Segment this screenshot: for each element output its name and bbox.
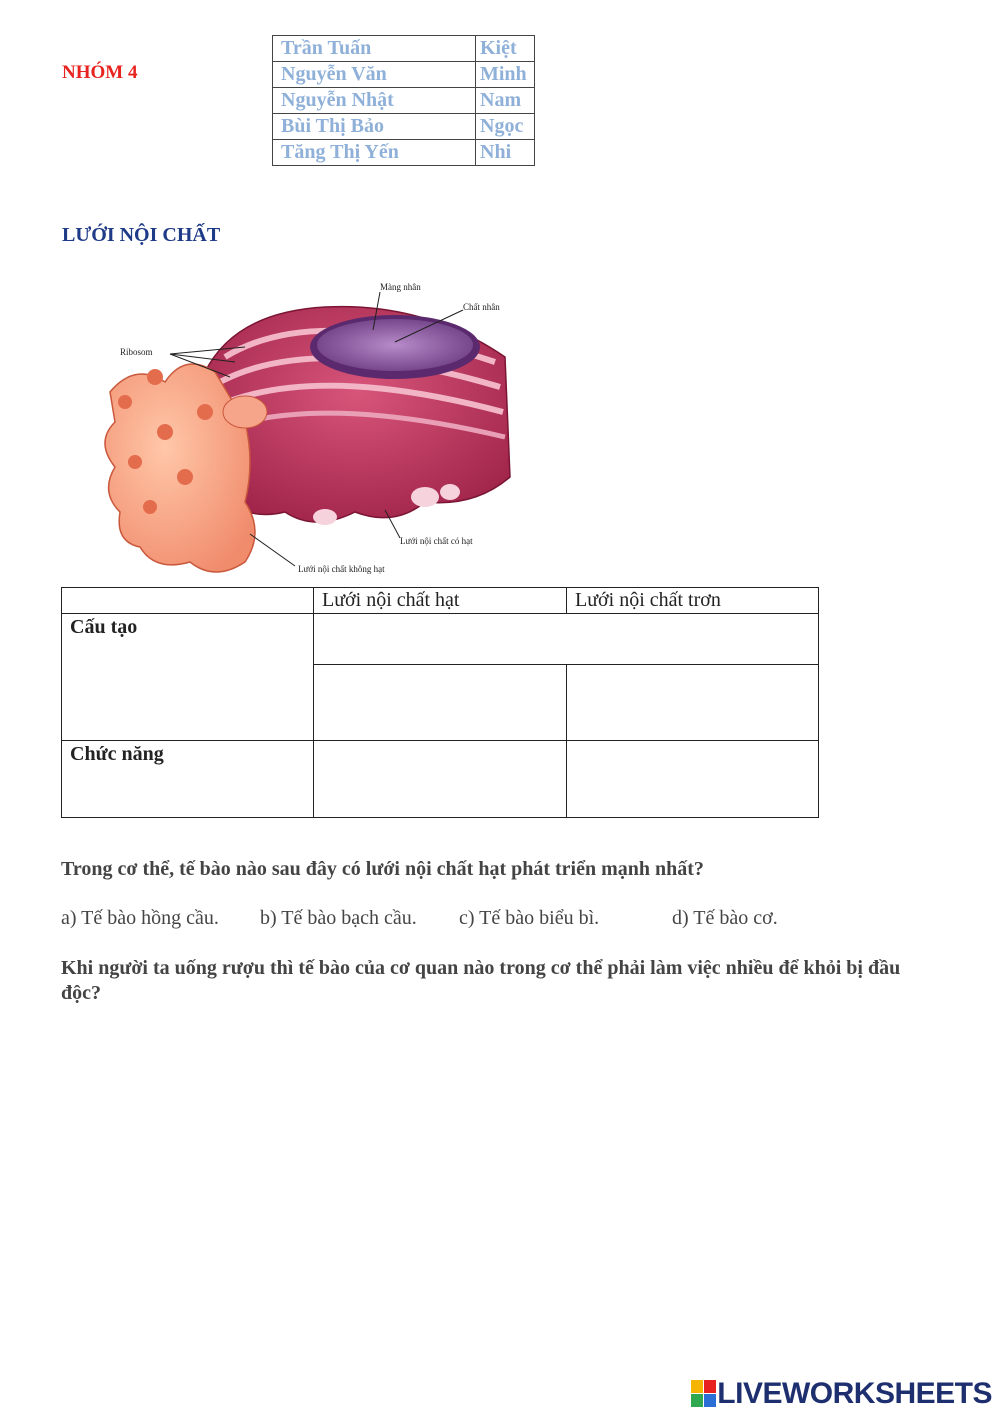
member-first-name: Nguyễn Văn — [273, 62, 476, 88]
member-row — [273, 88, 535, 114]
member-first-name: Bùi Thị Bảo — [273, 114, 476, 140]
label-smooth-er: Lưới nội chất không hạt — [298, 564, 385, 574]
label-ribosome: Ribosom — [120, 347, 153, 357]
option-d[interactable]: d) Tế bào cơ. — [672, 907, 778, 929]
member-row — [273, 140, 535, 166]
table-row — [62, 741, 819, 818]
group-title: NHÓM 4 — [62, 62, 138, 83]
member-row — [273, 62, 535, 88]
liveworksheets-brand — [691, 1374, 992, 1414]
answer-cell[interactable] — [314, 665, 567, 741]
member-last-name: Ngọc — [476, 114, 535, 140]
question-2: Khi người ta uống rượu thì tế bào của cơ quan nào trong cơ thể phải làm việc nhiều để khỏi bị đầu độc? — [61, 957, 901, 1004]
label-rough-er: Lưới nội chất có hạt — [400, 536, 473, 546]
member-last-name: Minh — [476, 62, 535, 88]
members-table — [272, 35, 535, 166]
table-header-rough: Lưới nội chất hạt — [314, 588, 567, 614]
table-header-row — [62, 588, 819, 614]
answer-cell[interactable] — [567, 741, 819, 818]
answer-cell[interactable] — [567, 665, 819, 741]
member-last-name: Nhi — [476, 140, 535, 166]
section-title: LƯỚI NỘI CHẤT — [62, 224, 221, 246]
option-b[interactable]: b) Tế bào bạch cầu. — [260, 907, 417, 929]
member-last-name: Kiệt — [476, 36, 535, 62]
row-label-structure: Cấu tạo — [62, 614, 314, 741]
member-first-name: Trần Tuấn — [273, 36, 476, 62]
answer-cell[interactable] — [314, 614, 819, 665]
row-label-function: Chức năng — [62, 741, 314, 818]
comparison-table — [61, 587, 819, 818]
member-row — [273, 36, 535, 62]
er-illustration — [95, 262, 525, 582]
table-header-smooth: Lưới nội chất trơn — [567, 588, 819, 614]
member-row — [273, 114, 535, 140]
table-header-empty — [62, 588, 314, 614]
option-c[interactable]: c) Tế bào biểu bì. — [459, 907, 600, 929]
liveworksheets-wordmark: LIVEWORKSHEETS — [717, 1377, 992, 1410]
question-1: Trong cơ thể, tế bào nào sau đây có lưới nội chất hạt phát triển mạnh nhất? — [61, 858, 704, 880]
member-first-name: Nguyễn Nhật — [273, 88, 476, 114]
liveworksheets-logo-icon — [691, 1380, 717, 1408]
label-nucleoplasm: Chất nhân — [463, 302, 500, 312]
table-row — [62, 614, 819, 665]
member-first-name: Tăng Thị Yến — [273, 140, 476, 166]
option-a[interactable]: a) Tế bào hồng cầu. — [61, 907, 219, 929]
answer-cell[interactable] — [314, 741, 567, 818]
member-last-name: Nam — [476, 88, 535, 114]
label-nuclear-membrane: Màng nhân — [380, 282, 421, 292]
nucleus-shape — [310, 315, 480, 379]
